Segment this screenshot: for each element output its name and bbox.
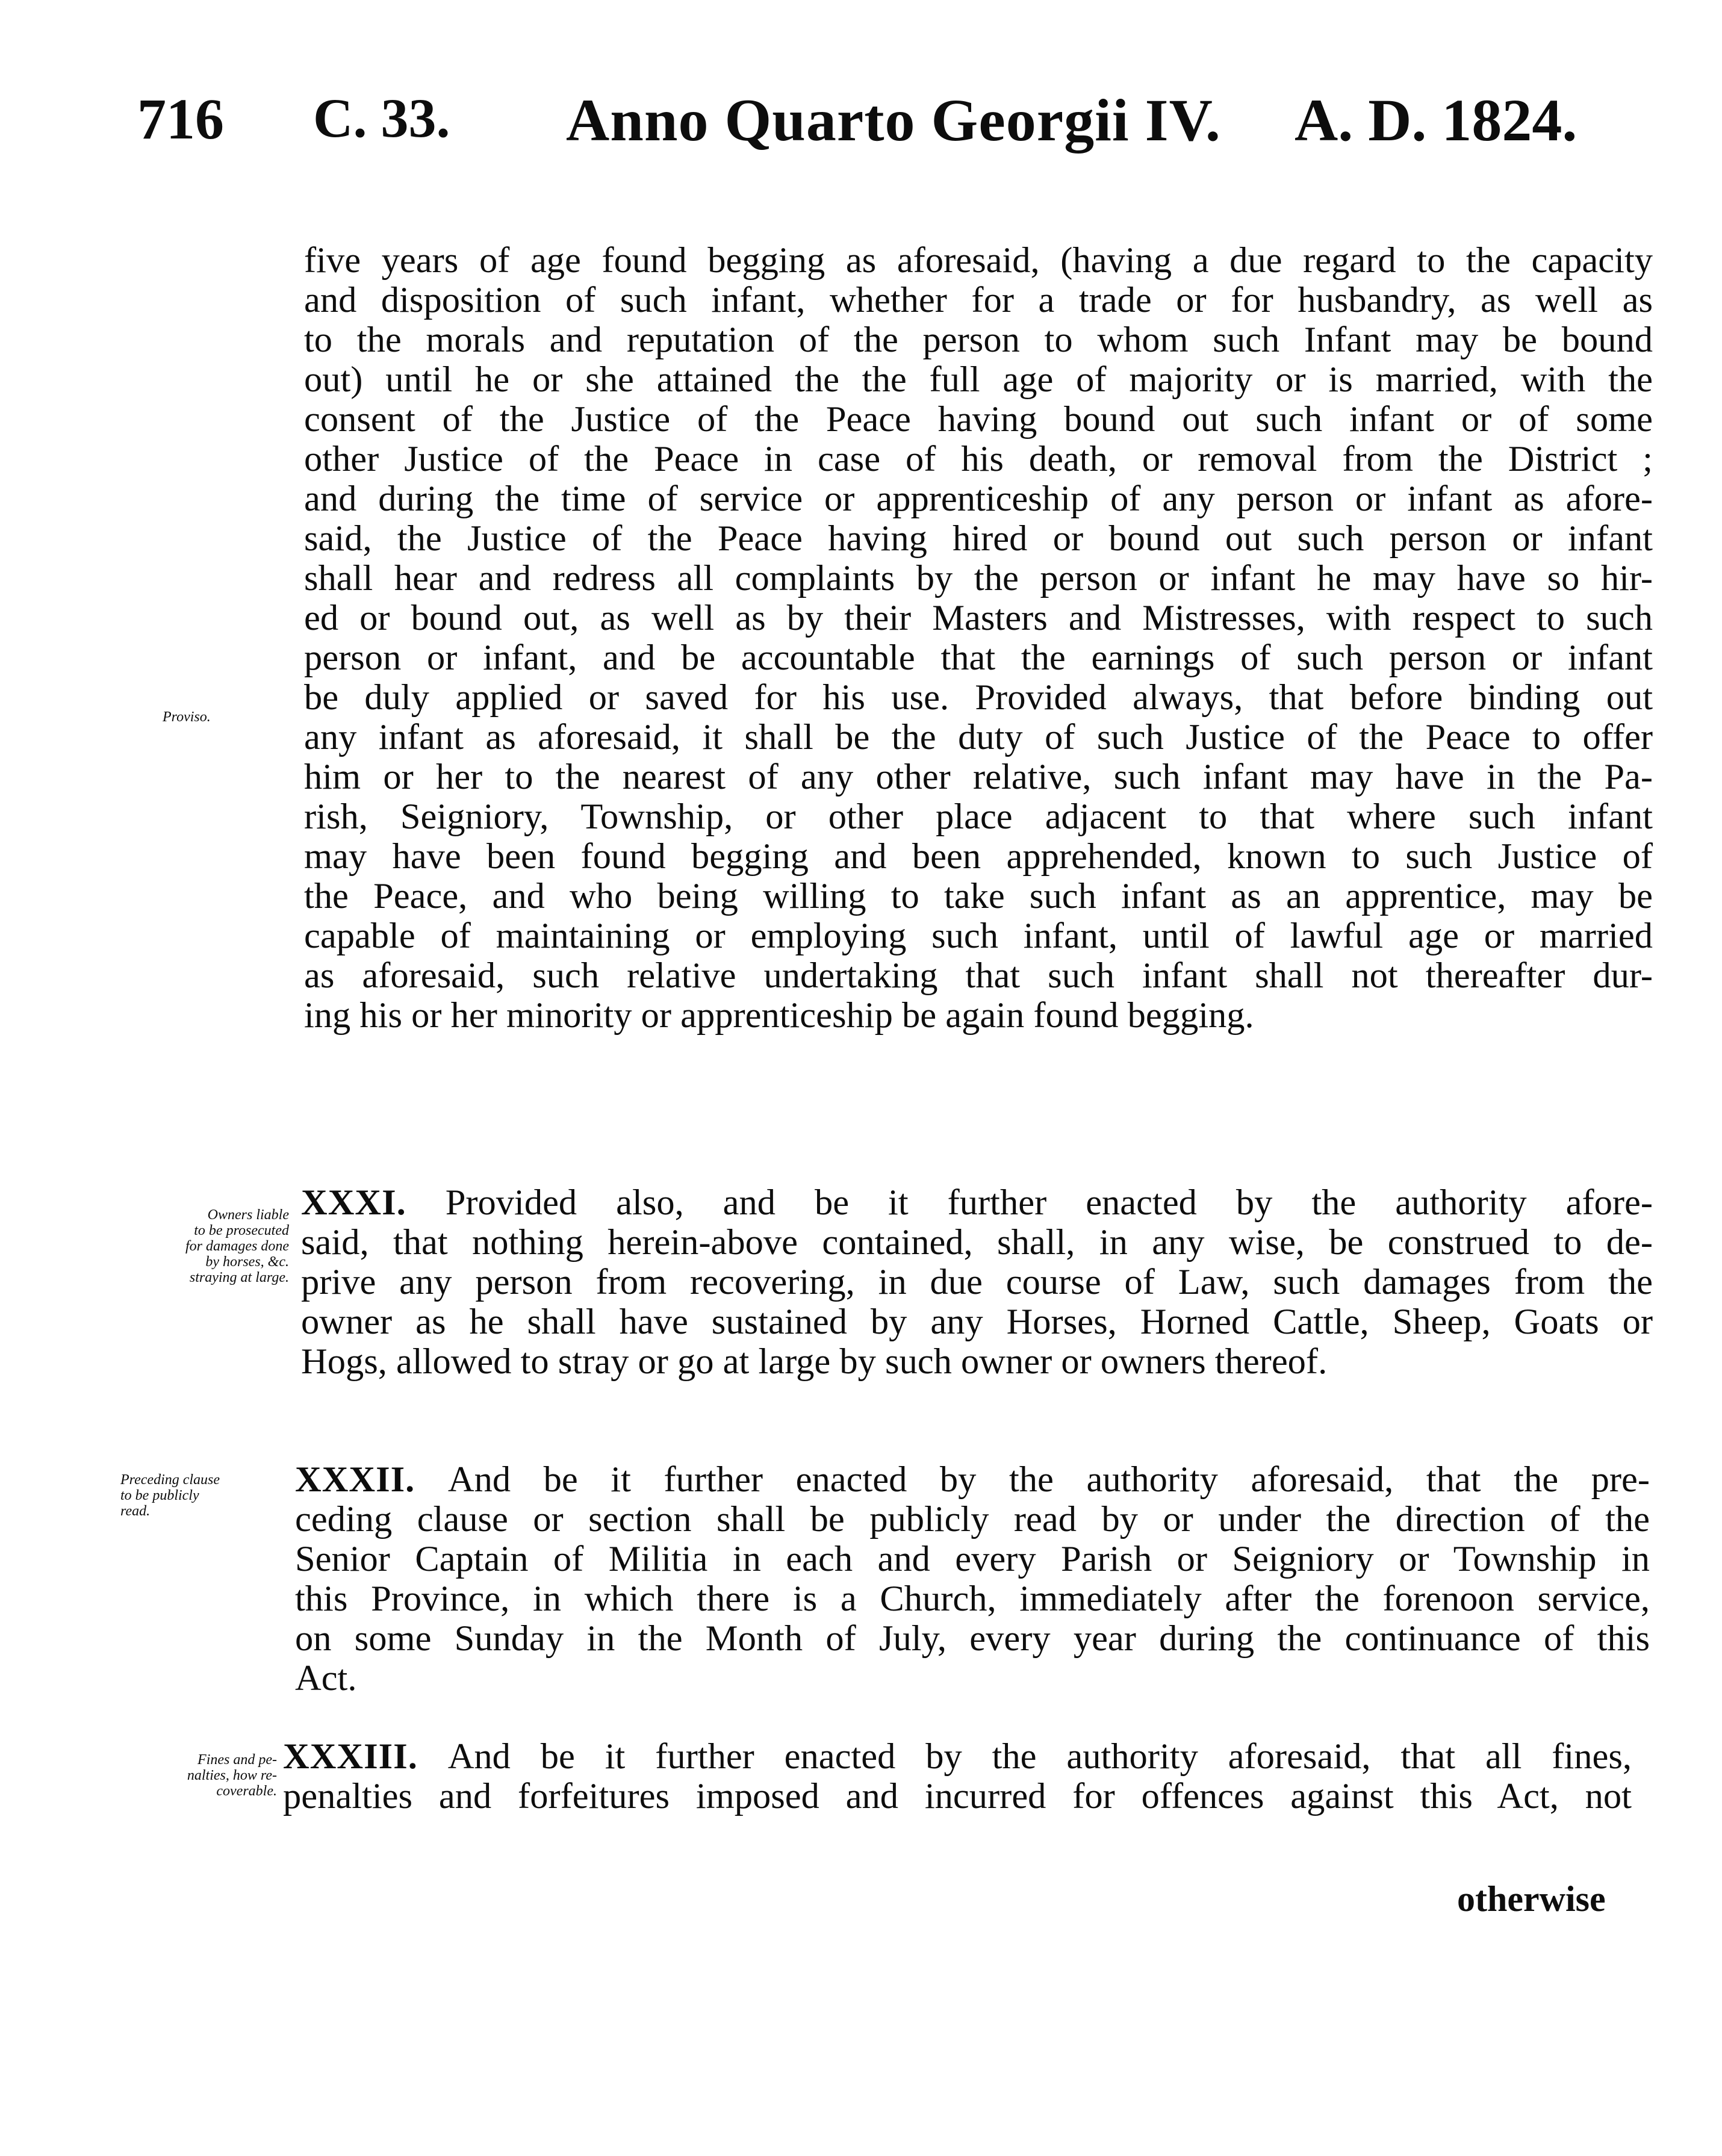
margin-note-proviso — [163, 709, 211, 725]
paragraph-continuation — [304, 241, 1653, 1036]
margin-note-line: coverable. — [216, 1783, 277, 1799]
text-line: Hogs, allowed to stray or go at large by such owner or owners thereof. — [301, 1341, 1328, 1382]
section-32 — [295, 1460, 1650, 1698]
text-line: prive any person from recovering, in due course of Law, such damages from the — [301, 1262, 1653, 1302]
text-line: to the morals and reputation of the person to whom such Infant may be bound — [304, 320, 1653, 360]
text-line: Act. — [295, 1658, 357, 1698]
page-number: 716 — [137, 87, 224, 151]
text-line: said, the Justice of the Peace having hired or bound out such person or infant — [304, 518, 1653, 559]
margin-note-line: for damages done — [185, 1238, 289, 1254]
text-line: and during the time of service or apprenticeship of any person or infant as afore- — [304, 479, 1653, 519]
text-line: And be it further enacted by the authority aforesaid, that the pre- — [447, 1459, 1650, 1500]
text-line: may have been found begging and been apprehended, known to such Justice of — [304, 836, 1653, 877]
margin-note-line: read. — [120, 1503, 151, 1519]
text-line: ing his or her minority or apprenticeship be again found begging. — [304, 995, 1254, 1036]
margin-note-line: to be prosecuted — [194, 1223, 289, 1238]
running-title: Anno Quarto Georgii IV. — [566, 87, 1221, 154]
section-31 — [301, 1183, 1653, 1382]
text-line: on some Sunday in the Month of July, every year during the continuance of this — [295, 1618, 1650, 1659]
text-line: the Peace, and who being willing to take such infant as an apprentice, may be — [304, 876, 1653, 916]
text-line: and disposition of such infant, whether for a trade or for husbandry, as well as — [304, 280, 1653, 320]
year: A. D. 1824. — [1295, 87, 1577, 154]
margin-note-line: Proviso. — [163, 709, 211, 725]
section-first-line — [283, 1737, 1632, 1777]
text-line: other Justice of the Peace in case of his death, or removal from the District ; — [304, 439, 1653, 479]
text-line: owner as he shall have sustained by any Horses, Horned Cattle, Sheep, Goats or — [301, 1302, 1653, 1342]
text-line: penalties and forfeitures imposed and incurred for offences against this Act, not — [283, 1776, 1632, 1816]
text-line: as aforesaid, such relative undertaking that such infant shall not thereafter dur- — [304, 955, 1653, 996]
text-line: out) until he or she attained the the full age of majority or is married, with the — [304, 359, 1653, 400]
text-line: this Province, in which there is a Church, immediately after the forenoon service, — [295, 1579, 1650, 1619]
text-line: rish, Seigniory, Township, or other place adjacent to that where such infant — [304, 797, 1653, 837]
section-number: XXXI. — [301, 1182, 406, 1223]
margin-note-preceding-clause — [120, 1472, 289, 1519]
margin-note-owners-liable — [108, 1207, 289, 1285]
section-number: XXXII. — [295, 1459, 415, 1500]
margin-note-line: Preceding clause — [120, 1472, 220, 1488]
text-line: ed or bound out, as well as by their Masters and Mistresses, with respect to such — [304, 598, 1653, 638]
section-number: XXXIII. — [283, 1736, 418, 1777]
section-first-line — [301, 1183, 1653, 1223]
text-line: And be it further enacted by the authority aforesaid, that all fines, — [447, 1736, 1632, 1777]
margin-note-line: to be publicly — [120, 1488, 199, 1503]
section-first-line — [295, 1460, 1650, 1500]
text-line: capable of maintaining or employing such infant, until of lawful age or married — [304, 916, 1653, 956]
margin-note-line: nalties, how re- — [187, 1768, 277, 1783]
catchword: otherwise — [1457, 1879, 1606, 1919]
text-line: five years of age found begging as aforesaid, (having a due regard to the capacity — [304, 240, 1653, 281]
margin-note-line: by horses, &c. — [205, 1254, 289, 1270]
text-line: him or her to the nearest of any other relative, such infant may have in the Pa- — [304, 757, 1653, 797]
chapter-number: C. 33. — [313, 87, 450, 149]
text-line: person or infant, and be accountable that the earnings of such person or infant — [304, 638, 1653, 678]
section-33 — [283, 1737, 1632, 1816]
text-line: ceding clause or section shall be publicly read by or under the direction of the — [295, 1499, 1650, 1539]
margin-note-fines — [108, 1752, 277, 1799]
text-line: said, that nothing herein-above contained, shall, in any wise, be construed to de- — [301, 1222, 1653, 1263]
text-line: consent of the Justice of the Peace having bound out such infant or of some — [304, 399, 1653, 440]
text-line: Provided also, and be it further enacted by the authority afore- — [445, 1182, 1653, 1223]
margin-note-line: straying at large. — [189, 1270, 289, 1285]
margin-note-line: Fines and pe- — [197, 1752, 277, 1768]
text-line: Senior Captain of Militia in each and every Parish or Seigniory or Township in — [295, 1539, 1650, 1579]
text-line: shall hear and redress all complaints by the person or infant he may have so hir- — [304, 558, 1653, 598]
text-line: any infant as aforesaid, it shall be the duty of such Justice of the Peace to offer — [304, 717, 1653, 757]
text-line: be duly applied or saved for his use. Provided always, that before binding out — [304, 677, 1653, 718]
margin-note-line: Owners liable — [207, 1207, 289, 1223]
